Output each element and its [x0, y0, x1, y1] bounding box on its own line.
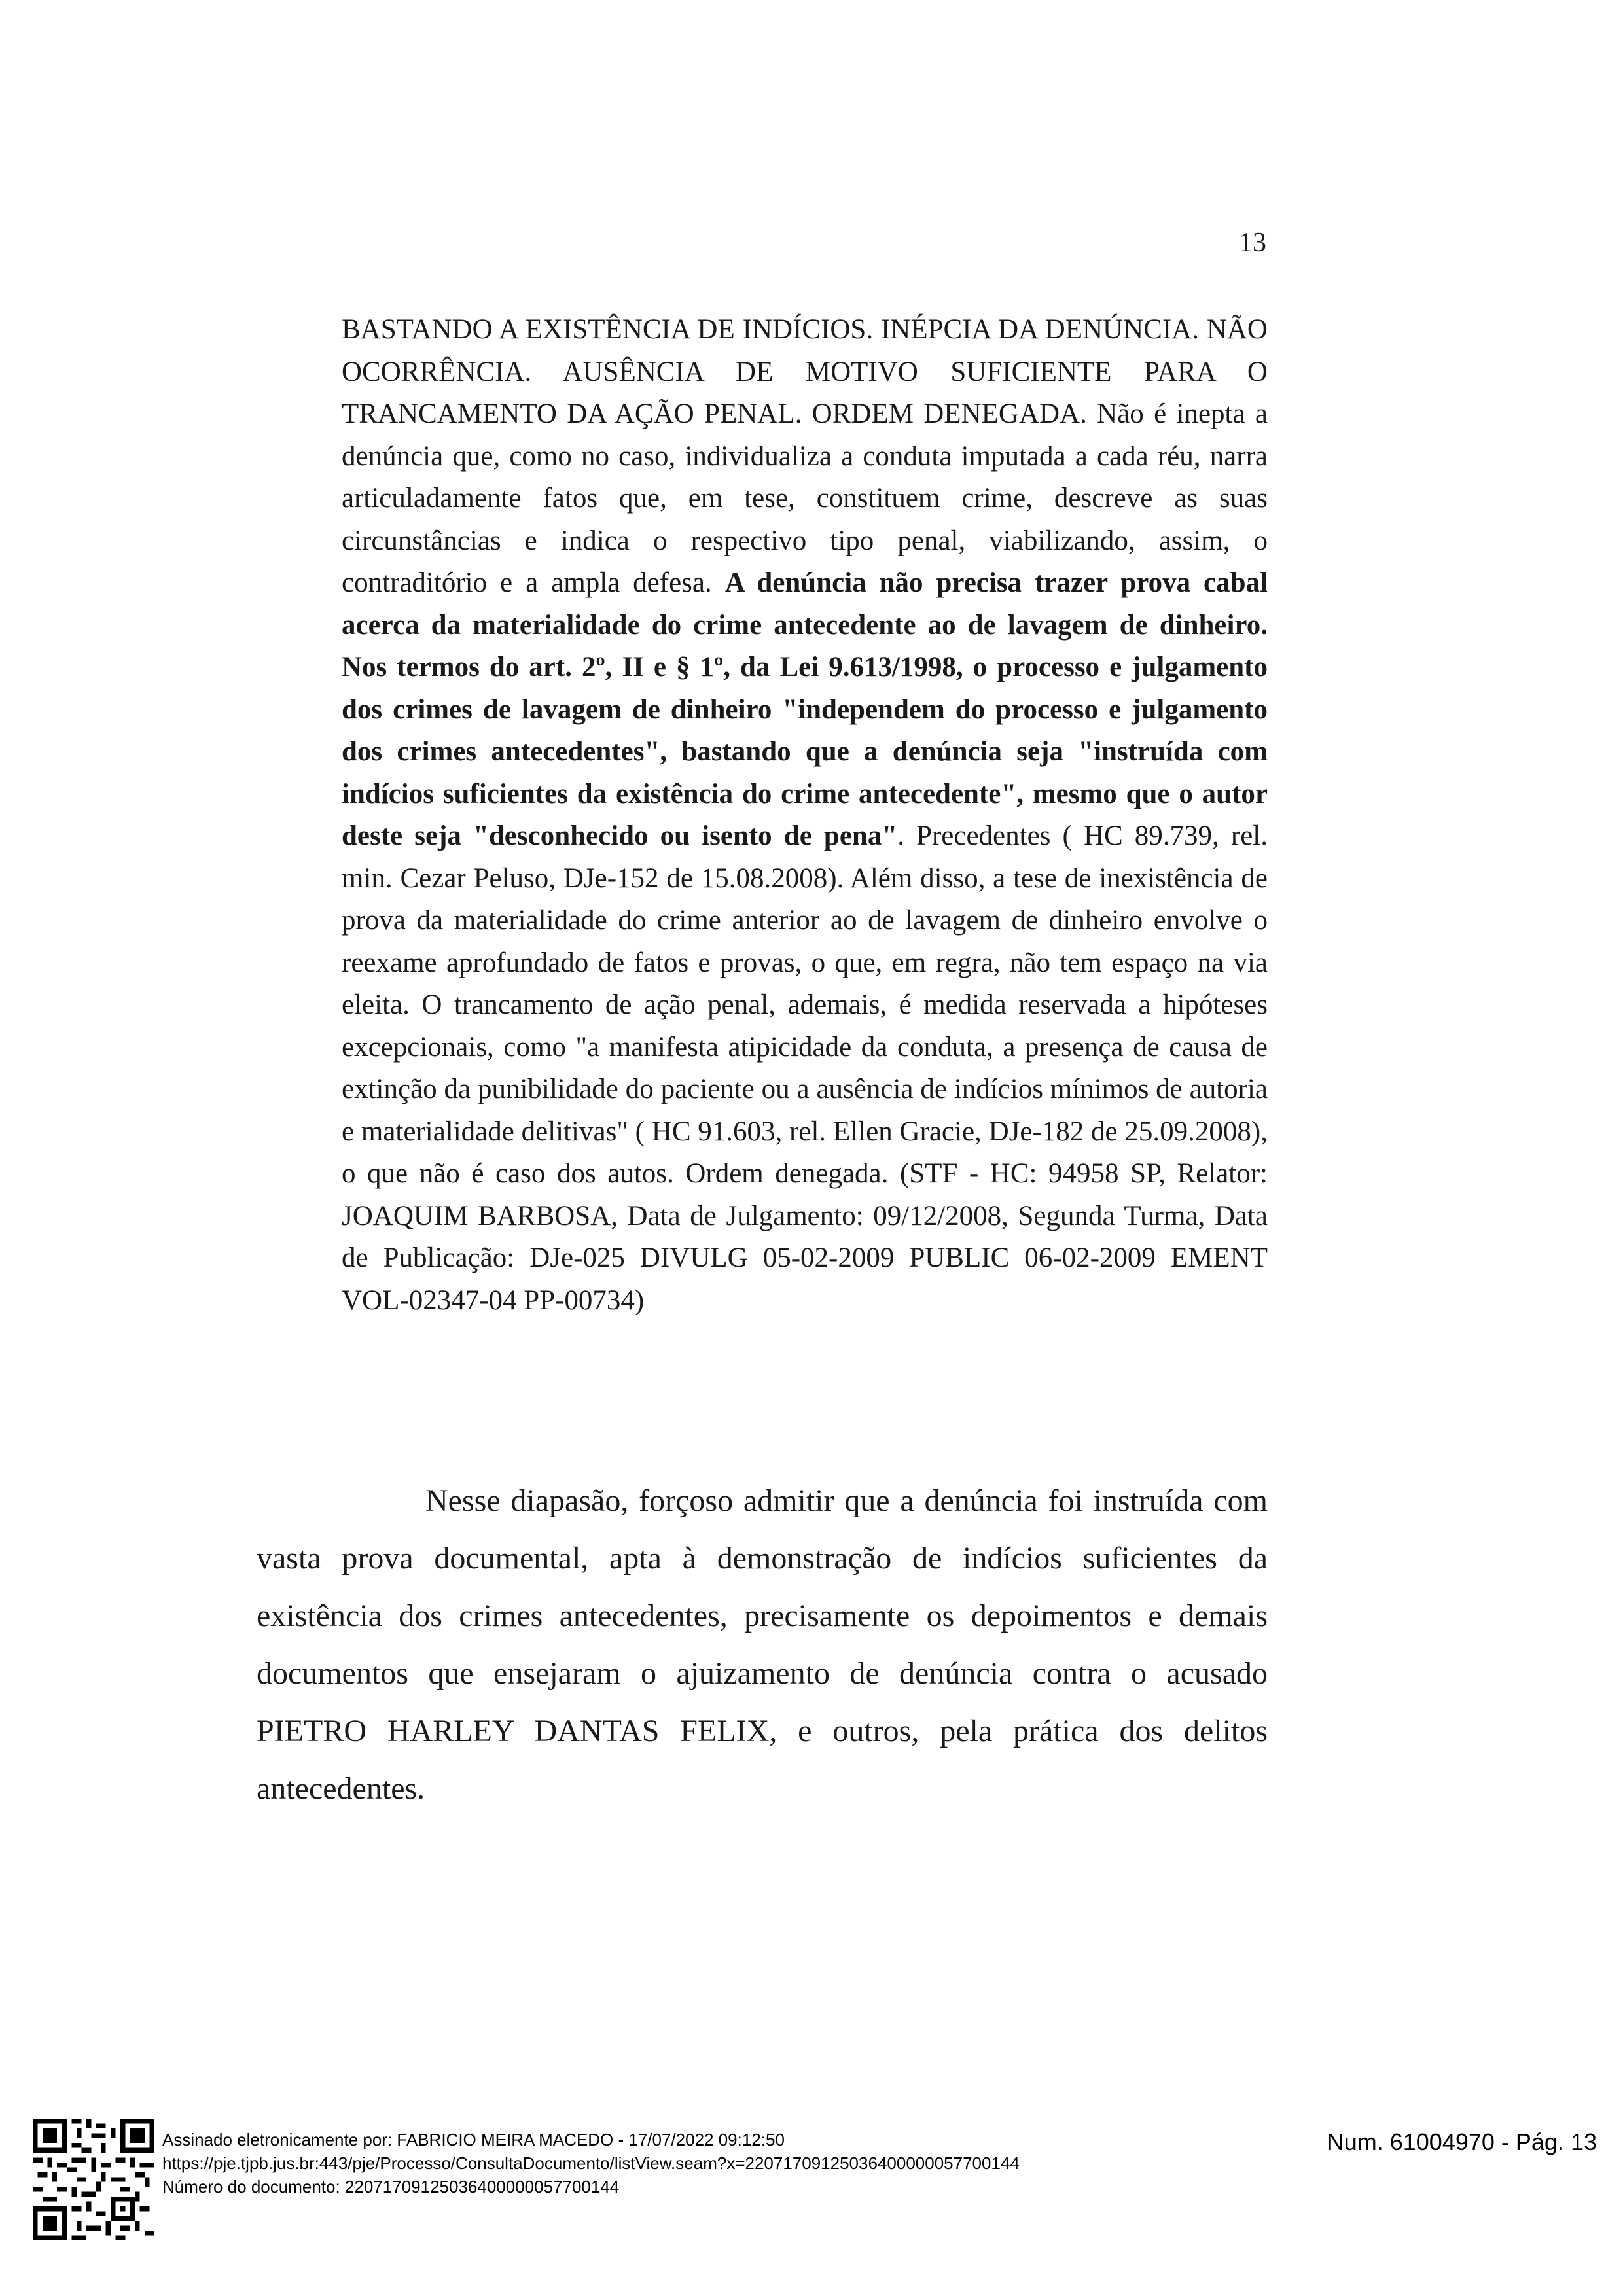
qr-code-icon: [33, 2119, 154, 2240]
page-number: 13: [1239, 228, 1266, 258]
jurisprudence-quote: [342, 309, 1268, 1322]
signed-by-text: Assinado eletronicamente por: FABRICIO MEIRA MACEDO - 17/07/2022 09:12:50: [162, 2130, 785, 2149]
quote-text-regular: BASTANDO A EXISTÊNCIA DE INDÍCIOS. INÉPCIA DA DENÚNCIA. NÃO OCORRÊNCIA. AUSÊNCIA DE MOTIVO SUFICIENTE PARA O TRANCAMENTO DA AÇÃO PENAL. ORDEM DENEGADA. Não é inepta a denúncia que, como no caso, individualiza a conduta imputada a cada réu, narra articuladamente fatos que, em tese, constituem crime, descreve as suas circunstâncias e indica o respectivo tipo penal, viabilizando, assim, o contraditório e a ampla defesa.: [342, 314, 1268, 598]
body-paragraph: Nesse diapasão, forçoso admitir que a denúncia foi instruída com vasta prova documental, apta à demonstração de indícios suficientes da existência dos crimes antecedentes, precisamente os depoimentos e demais documentos que ensejaram o ajuizamento de denúncia contra o acusado PIETRO HARLEY DANTAS FELIX, e outros, pela prática dos delitos antecedentes.: [257, 1483, 1268, 1806]
quote-text-citation: . Precedentes ( HC 89.739, rel. min. Cezar Peluso, DJe-152 de 15.08.2008). Além disso, a tese de inexistência de prova da materialidade do crime anterior ao de lavagem de dinheiro envolve o reexame aprofundado de fatos e provas, o que, em regra, não tem espaço na via eleita. O trancamento de ação penal, ademais, é medida reservada a hipóteses excepcionais, como "a manifesta atipicidade da conduta, a presença de causa de extinção da punibilidade do paciente ou a ausência de indícios mínimos de autoria e materialidade delitivas" ( HC 91.603, rel. Ellen Gracie, DJe-182 de 25.09.2008), o que não é caso dos autos. Ordem denegada. (STF - HC: 94958 SP, Relator: JOAQUIM BARBOSA, Data de Julgamento: 09/12/2008, Segunda Turma, Data de Publicação: DJe-025 DIVULG 05-02-2009 PUBLIC 06-02-2009 EMENT VOL-02347-04 PP-00734): [342, 821, 1268, 1316]
document-url: https://pje.tjpb.jus.br:443/pje/Processo/ConsultaDocumento/listView.seam?x=22071709125036400000057700144: [162, 2153, 1020, 2173]
page-reference: Num. 61004970 - Pág. 13: [1327, 2128, 1597, 2155]
signature-footer: [162, 2128, 1020, 2199]
quote-text-bold: A denúncia não precisa trazer prova cabal acerca da materialidade do crime antecedente ao de lavagem de dinheiro. Nos termos do art. 2º, II e § 1º, da Lei 9.613/1998, o processo e julgamento dos crimes de lavagem de dinheiro "independem do processo e julgamento dos crimes antecedentes", bastando que a denúncia seja "instruída com indícios suficientes da existência do crime antecedente", mesmo que o autor deste seja "desconhecido ou isento de pena": [342, 567, 1268, 851]
document-number: Número do documento: 22071709125036400000057700144: [162, 2177, 620, 2197]
